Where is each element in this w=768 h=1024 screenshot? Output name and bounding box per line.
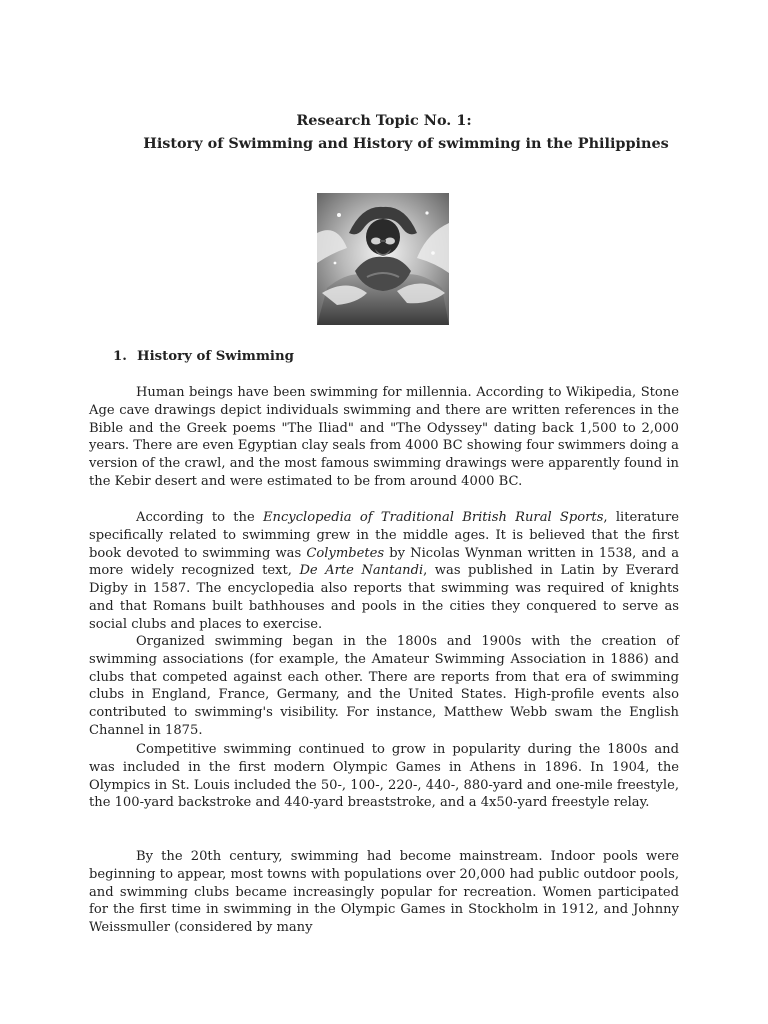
book-title-encyclopedia: Encyclopedia of Traditional British Rural Sports <box>262 510 604 525</box>
paragraph-2-text-a: According to the <box>136 510 263 525</box>
section-heading <box>113 348 294 366</box>
paragraph-2 <box>89 509 679 634</box>
book-title-de-arte-nantandi: De Arte Nantandi <box>299 563 424 579</box>
paragraph-2-text-c: , literature specifically related to swimming grew in the middle ages. It is believed that the first book devoted to swimming was <box>89 510 679 561</box>
paragraph-2-text-e: by Nicolas Wynman written in 1538, and a more widely recognized text, <box>89 545 680 579</box>
section-heading-text: History of Swimming <box>137 349 294 364</box>
paragraph-1: Human beings have been swimming for millennia. According to Wikipedia, Stone Age cave drawings depict individuals swimming and there are written references in the Bible and the Greek poems "The Iliad" and "The Odyssey" dating back 1,500 to 2,000 years. There are even Egyptian clay seals from 4000 BC showing four swimmers doing a version of the crawl, and the most famous swimming drawings were apparently found in the Kebir desert and were estimated to be from around 4000 BC. <box>89 385 679 489</box>
paragraph-3: Organized swimming began in the 1800s and 1900s with the creation of swimming associations (for example, the Amateur Swimming Association in 1886) and clubs that competed against each other. There are reports from that era of swimming clubs in England, France, Germany, and the United States. High-profile events also contributed to swimming's visibility. For instance, Matthew Webb swam the English Channel in 1875. <box>89 634 679 738</box>
title-line-1: Research Topic No. 1: <box>296 112 472 129</box>
paragraph-5: By the 20th century, swimming had become mainstream. Indoor pools were beginning to appear, most towns with populations over 20,000 had public outdoor pools, and swimming clubs became increasingly popular for recreation. Women participated for the first time in swimming in the Olympic Games in Stockholm in 1912, and Johnny Weissmuller (considered by many <box>89 849 679 936</box>
paragraph-4: Competitive swimming continued to grow in popularity during the 1800s and was included in the first modern Olympic Games in Athens in 1896. In 1904, the Olympics in St. Louis included the 50-, 100-, 220-, 440-, 880-yard and one-mile freestyle, the 100-yard backstroke and 440-yard breaststroke, and a 4x50-yard freestyle relay. <box>89 742 679 811</box>
document-subtitle <box>0 131 768 157</box>
section-number: 1. <box>113 349 127 364</box>
title-line-2: History of Swimming and History of swimming in the Philippines <box>143 135 669 152</box>
book-title-colymbetes: Colymbetes <box>306 545 385 561</box>
paragraph-2-text-g: , was published in Latin by Everard Digby in 1587. The encyclopedia also reports that swimming was required of knights and that Romans built bathhouses and pools in the cities they conquered to serve as social clubs and places to exercise. <box>89 563 679 632</box>
swimmer-photo <box>317 193 449 325</box>
